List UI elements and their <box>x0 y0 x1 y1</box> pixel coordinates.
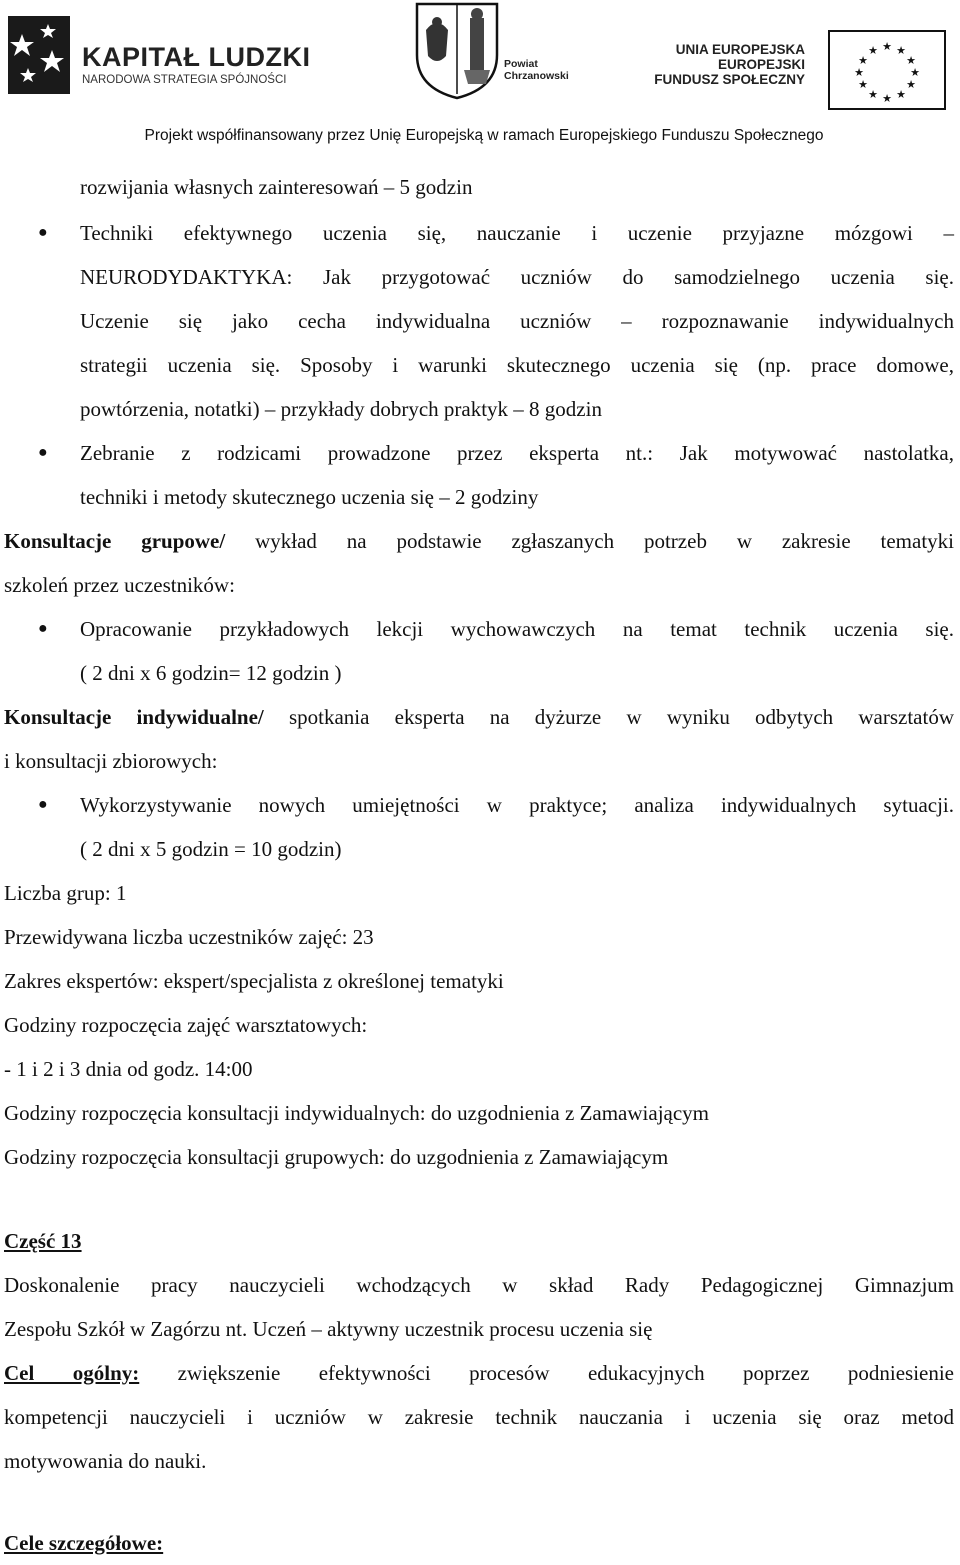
eu-logo <box>650 30 950 110</box>
part-heading-text: Część 13 <box>4 1229 82 1253</box>
svg-text:★: ★ <box>906 78 916 91</box>
svg-text:★: ★ <box>858 78 868 91</box>
funding-note <box>0 127 960 145</box>
bullet-icon: ● <box>38 620 48 637</box>
kapital-ludzki-emblem-icon <box>8 16 70 94</box>
workshop-hours-label: Godziny rozpoczęcia zajęć warsztatowych: <box>4 1013 368 1037</box>
page-header <box>0 0 960 160</box>
paragraph-line <box>4 519 954 563</box>
county-line-2: Chrzanowski <box>504 70 569 82</box>
list-item-line: techniki i metody skutecznego uczenia się – 2 godziny <box>80 485 539 509</box>
indiv-consult-heading: Konsultacje indywidualne/ <box>4 705 264 729</box>
list-item-line: ( 2 dni x 6 godzin= 12 godzin ) <box>80 661 342 685</box>
powiat-chrzanowski-logo <box>412 0 572 100</box>
eu-logo-text <box>650 42 805 87</box>
list-item-line: Uczenie się jako cecha indywidualna uczniów – rozpoznawanie indywidualnych <box>80 309 954 333</box>
list-item-line: Opracowanie przykładowych lekcji wychowawczych na temat technik uczenia się. <box>80 617 954 641</box>
text-line: rozwijania własnych zainteresowań – 5 godzin <box>80 175 473 199</box>
funding-note-text: Projekt współfinansowany przez Unię Europejską w ramach Europejskiego Funduszu Społecznego <box>144 127 824 144</box>
kapital-ludzki-title: KAPITAŁ LUDZKI <box>82 42 311 72</box>
svg-text:★: ★ <box>896 44 906 57</box>
kapital-ludzki-logo <box>0 8 311 94</box>
paragraph-line: Zespołu Szkół w Zagórzu nt. Uczeń – aktywny uczestnik procesu uczenia się <box>4 1317 653 1341</box>
county-name <box>504 58 569 82</box>
workshop-hours-value: - 1 i 2 i 3 dnia od godz. 14:00 <box>4 1057 253 1081</box>
svg-text:★: ★ <box>906 54 916 67</box>
list-item-line: strategii uczenia się. Sposoby i warunki skutecznego uczenia się (np. prace domowe, <box>80 353 954 377</box>
paragraph-line: Doskonalenie pracy nauczycieli wchodzących w skład Rady Pedagogicznej Gimnazjum <box>4 1273 954 1297</box>
indiv-consult-hours: Godziny rozpoczęcia konsultacji indywidualnych: do uzgodnienia z Zamawiającym <box>4 1101 710 1125</box>
list-item-line: powtórzenia, notatki) – przykłady dobrych praktyk – 8 godzin <box>80 397 602 421</box>
kapital-ludzki-subtitle: NARODOWA STRATEGIA SPÓJNOŚCI <box>82 74 287 86</box>
svg-text:★: ★ <box>910 66 920 79</box>
paragraph-line: kompetencji nauczycieli i uczniów w zakresie technik nauczania i uczenia się oraz metod <box>4 1405 954 1429</box>
svg-text:★: ★ <box>854 66 864 79</box>
detail-goals-heading <box>4 1521 954 1565</box>
svg-text:★: ★ <box>868 44 878 57</box>
experts-scope: Zakres ekspertów: ekspert/specjalista z określonej tematyki <box>4 969 504 993</box>
indiv-consult-text: spotkania eksperta na dyżurze w wyniku odbytych warsztatów <box>263 705 954 729</box>
paragraph-line: i konsultacji zbiorowych: <box>4 749 218 773</box>
bullet-icon: ● <box>38 444 48 461</box>
list-item-line: Zebranie z rodzicami prowadzone przez eksperta nt.: Jak motywować nastolatka, <box>80 441 954 465</box>
eu-line-2: EUROPEJSKI <box>717 57 805 72</box>
list-item-line: Techniki efektywnego uczenia się, nauczanie i uczenie przyjazne mózgowi – <box>80 221 954 245</box>
svg-text:★: ★ <box>858 54 868 67</box>
goal-text: zwiększenie efektywności procesów edukacyjnych poprzez podniesienie <box>139 1361 954 1385</box>
eu-line-1: UNIA EUROPEJSKA <box>675 42 805 57</box>
county-crest-icon <box>412 0 502 100</box>
svg-text:★: ★ <box>882 92 892 105</box>
svg-text:★: ★ <box>868 88 878 101</box>
eu-line-3: FUNDUSZ SPOŁECZNY <box>654 72 805 87</box>
paragraph-line <box>4 1351 954 1395</box>
list-item-line: NEURODYDAKTYKA: Jak przygotować uczniów do samodzielnego uczenia się. <box>80 265 954 289</box>
group-consult-heading: Konsultacje grupowe/ <box>4 529 226 553</box>
county-line-1: Powiat <box>504 58 538 70</box>
eu-flag-icon <box>828 30 946 110</box>
goal-heading: Cel ogólny: <box>4 1361 140 1385</box>
list-item-line: ( 2 dni x 5 godzin = 10 godzin) <box>80 837 342 861</box>
svg-text:★: ★ <box>896 88 906 101</box>
bullet-icon: ● <box>38 224 48 241</box>
svg-text:★: ★ <box>882 40 892 53</box>
part-heading <box>4 1219 954 1263</box>
paragraph-line: motywowania do nauki. <box>4 1449 207 1473</box>
paragraph-line <box>4 695 954 739</box>
bullet-icon: ● <box>38 796 48 813</box>
participants-count: Przewidywana liczba uczestników zajęć: 23 <box>4 925 374 949</box>
paragraph-line: szkoleń przez uczestników: <box>4 573 235 597</box>
group-consult-text: wykład na podstawie zgłaszanych potrzeb w zakresie tematyki <box>225 529 954 553</box>
list-item-line: Wykorzystywanie nowych umiejętności w praktyce; analiza indywidualnych sytuacji. <box>80 793 954 817</box>
groups-count: Liczba grup: 1 <box>4 881 127 905</box>
group-consult-hours: Godziny rozpoczęcia konsultacji grupowych: do uzgodnienia z Zamawiającym <box>4 1145 669 1169</box>
detail-goals-heading-text: Cele szczegółowe: <box>4 1531 164 1555</box>
